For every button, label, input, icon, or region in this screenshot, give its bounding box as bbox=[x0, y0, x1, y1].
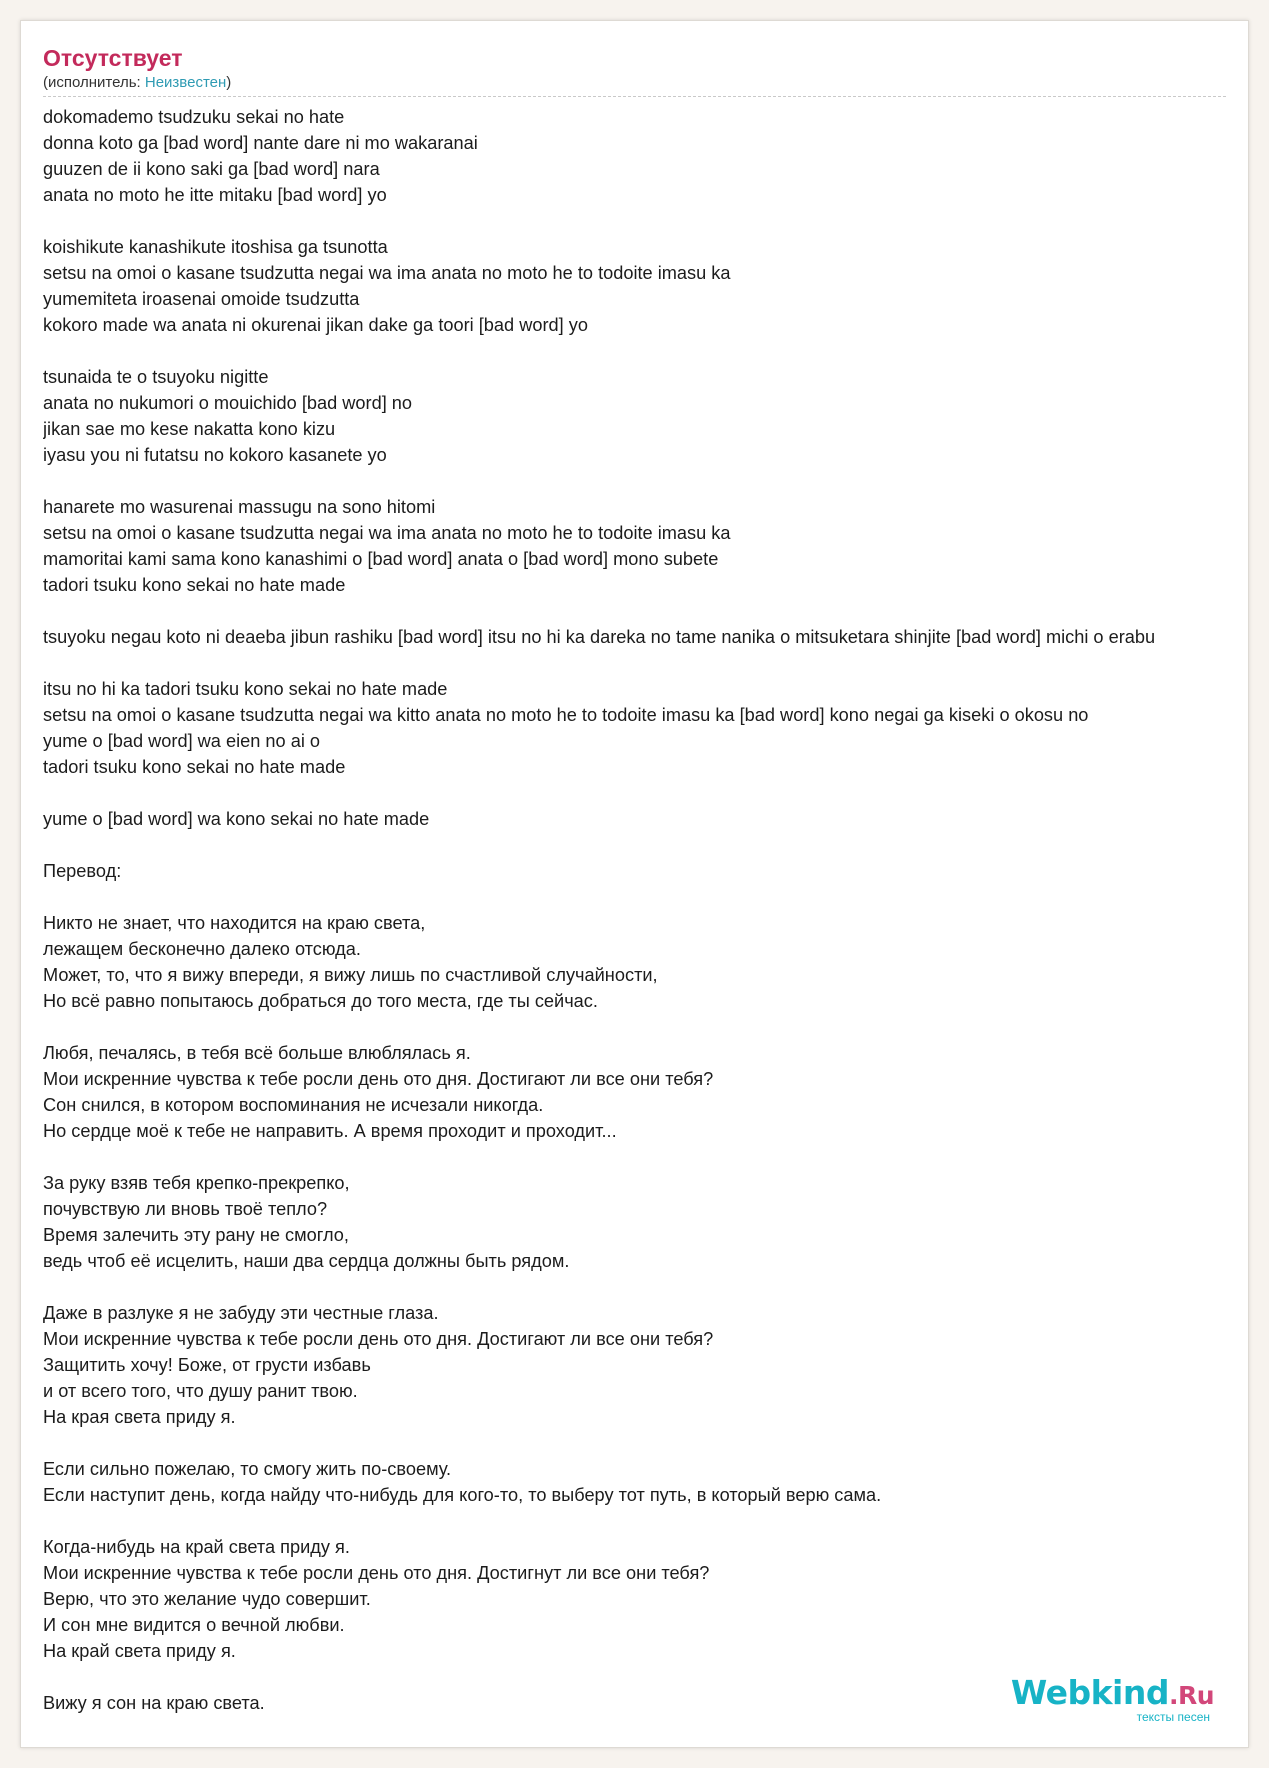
lyrics-blank-line bbox=[43, 832, 1226, 858]
lyrics-line: dokomademo tsudzuku sekai no hate bbox=[43, 107, 345, 127]
lyrics-line: mamoritai kami sama kono kanashimi o [bad word] anata o [bad word] mono subete bbox=[43, 549, 719, 569]
lyrics-line: donna koto ga [bad word] nante dare ni mo wakaranai bbox=[43, 133, 478, 153]
artist-line bbox=[43, 74, 1226, 92]
lyrics-blank-line bbox=[43, 1430, 1226, 1456]
lyrics-line: лежащем бесконечно далеко отсюда. bbox=[43, 939, 361, 959]
lyrics-line: yume o [bad word] wa eien no ai o bbox=[43, 731, 321, 751]
lyrics-page bbox=[20, 20, 1249, 1748]
lyrics-line: Может, то, что я вижу впереди, я вижу лишь по счастливой случайности, bbox=[43, 965, 658, 985]
lyrics-line: ведь чтоб её исцелить, наши два сердца должны быть рядом. bbox=[43, 1251, 570, 1271]
lyrics-line: Вижу я сон на краю света. bbox=[43, 1693, 265, 1713]
lyrics-line: Никто не знает, что находится на краю света, bbox=[43, 913, 426, 933]
logo-wordmark bbox=[1010, 1673, 1214, 1713]
lyrics-blank-line bbox=[43, 650, 1226, 676]
lyrics-line: Время залечить эту рану не смогло, bbox=[43, 1225, 349, 1245]
lyrics-line: yumemiteta iroasenai omoide tsudzutta bbox=[43, 289, 360, 309]
lyrics-blank-line bbox=[43, 468, 1226, 494]
lyrics-line: tsuyoku negau koto ni deaeba jibun rashiku [bad word] itsu no hi ka dareka no tame nanika o mitsuketara shinjite [bad word] michi o erabu bbox=[43, 627, 1156, 647]
lyrics-line: kokoro made wa anata ni okurenai jikan dake ga toori [bad word] yo bbox=[43, 315, 588, 335]
lyrics-line: почувствую ли вновь твоё тепло? bbox=[43, 1199, 328, 1219]
lyrics-line: hanarete mo wasurenai massugu na sono hitomi bbox=[43, 497, 436, 517]
lyrics-line: И сон мне видится о вечной любви. bbox=[43, 1615, 345, 1635]
lyrics-line: Мои искренние чувства к тебе росли день ото дня. Достигают ли все они тебя? bbox=[43, 1069, 714, 1089]
lyrics-line: koishikute kanashikute itoshisa ga tsunotta bbox=[43, 237, 388, 257]
lyrics-line: setsu na omoi o kasane tsudzutta negai wa ima anata no moto he to todoite imasu ka bbox=[43, 263, 731, 283]
lyrics-line: Мои искренние чувства к тебе росли день ото дня. Достигнут ли все они тебя? bbox=[43, 1563, 710, 1583]
lyrics-blank-line bbox=[43, 208, 1226, 234]
lyrics-line: Даже в разлуке я не забуду эти честные глаза. bbox=[43, 1303, 439, 1323]
lyrics-line: tsunaida te o tsuyoku nigitte bbox=[43, 367, 269, 387]
lyrics-line: Верю, что это желание чудо совершит. bbox=[43, 1589, 371, 1609]
lyrics-blank-line bbox=[43, 1508, 1226, 1534]
lyrics-blank-line bbox=[43, 884, 1226, 910]
lyrics-line: jikan sae mo kese nakatta kono kizu bbox=[43, 419, 336, 439]
header-divider bbox=[43, 96, 1226, 97]
lyrics-line: yume o [bad word] wa kono sekai no hate made bbox=[43, 809, 430, 829]
lyrics-content bbox=[43, 43, 1226, 1716]
lyrics-line: Перевод: bbox=[43, 861, 122, 881]
lyrics-line: За руку взяв тебя крепко-прекрепко, bbox=[43, 1173, 350, 1193]
lyrics-line: Сон снился, в котором воспоминания не исчезали никогда. bbox=[43, 1095, 544, 1115]
lyrics-line: tadori tsuku kono sekai no hate made bbox=[43, 575, 346, 595]
lyrics-line: Защитить хочу! Боже, от грусти избавь bbox=[43, 1355, 371, 1375]
lyrics-line: setsu na omoi o kasane tsudzutta negai wa ima anata no moto he to todoite imasu ka bbox=[43, 523, 731, 543]
lyrics-line: anata no moto he itte mitaku [bad word] yo bbox=[43, 185, 387, 205]
artist-link[interactable]: Неизвестен bbox=[144, 74, 227, 91]
lyrics-line: setsu na omoi o kasane tsudzutta negai wa kitto anata no moto he to todoite imasu ka [bad word] kono negai ga kiseki o okosu no bbox=[43, 705, 1089, 725]
lyrics-line: Если наступит день, когда найду что-нибудь для кого-то, то выберу тот путь, в который верю сама. bbox=[43, 1485, 882, 1505]
lyrics-text bbox=[43, 104, 1226, 1716]
lyrics-line: anata no nukumori o mouichido [bad word] no bbox=[43, 393, 413, 413]
lyrics-line: guuzen de ii kono saki ga [bad word] nara bbox=[43, 159, 380, 179]
lyrics-blank-line bbox=[43, 1014, 1226, 1040]
artist-suffix: ) bbox=[226, 74, 232, 91]
lyrics-line: tadori tsuku kono sekai no hate made bbox=[43, 757, 346, 777]
lyrics-line: iyasu you ni futatsu no kokoro kasanete yo bbox=[43, 445, 387, 465]
lyrics-line: Мои искренние чувства к тебе росли день ото дня. Достигают ли все они тебя? bbox=[43, 1329, 714, 1349]
lyrics-line: Если сильно пожелаю, то смогу жить по-своему. bbox=[43, 1459, 452, 1479]
lyrics-blank-line bbox=[43, 780, 1226, 806]
lyrics-line: Когда-нибудь на край света приду я. bbox=[43, 1537, 350, 1557]
lyrics-blank-line bbox=[43, 598, 1226, 624]
lyrics-line: Но сердце моё к тебе не направить. А время проходит и проходит... bbox=[43, 1121, 617, 1141]
lyrics-line: и от всего того, что душу ранит твою. bbox=[43, 1381, 358, 1401]
lyrics-line: На край света приду я. bbox=[43, 1641, 236, 1661]
song-title: Отсутствует bbox=[43, 45, 183, 71]
lyrics-blank-line bbox=[43, 1274, 1226, 1300]
lyrics-line: itsu no hi ka tadori tsuku kono sekai no hate made bbox=[43, 679, 448, 699]
lyrics-blank-line bbox=[43, 338, 1226, 364]
lyrics-line: На края света приду я. bbox=[43, 1407, 236, 1427]
logo-tagline: тексты песен bbox=[1136, 1710, 1210, 1724]
logo-tld: .Ru bbox=[1168, 1681, 1214, 1710]
artist-prefix: (исполнитель: bbox=[43, 74, 145, 91]
lyrics-line: Но всё равно попытаюсь добраться до того места, где ты сейчас. bbox=[43, 991, 598, 1011]
lyrics-line: Любя, печалясь, в тебя всё больше влюблялась я. bbox=[43, 1043, 471, 1063]
lyrics-blank-line bbox=[43, 1144, 1226, 1170]
site-logo[interactable] bbox=[1010, 1673, 1214, 1724]
logo-name: Webkind bbox=[1010, 1673, 1169, 1712]
